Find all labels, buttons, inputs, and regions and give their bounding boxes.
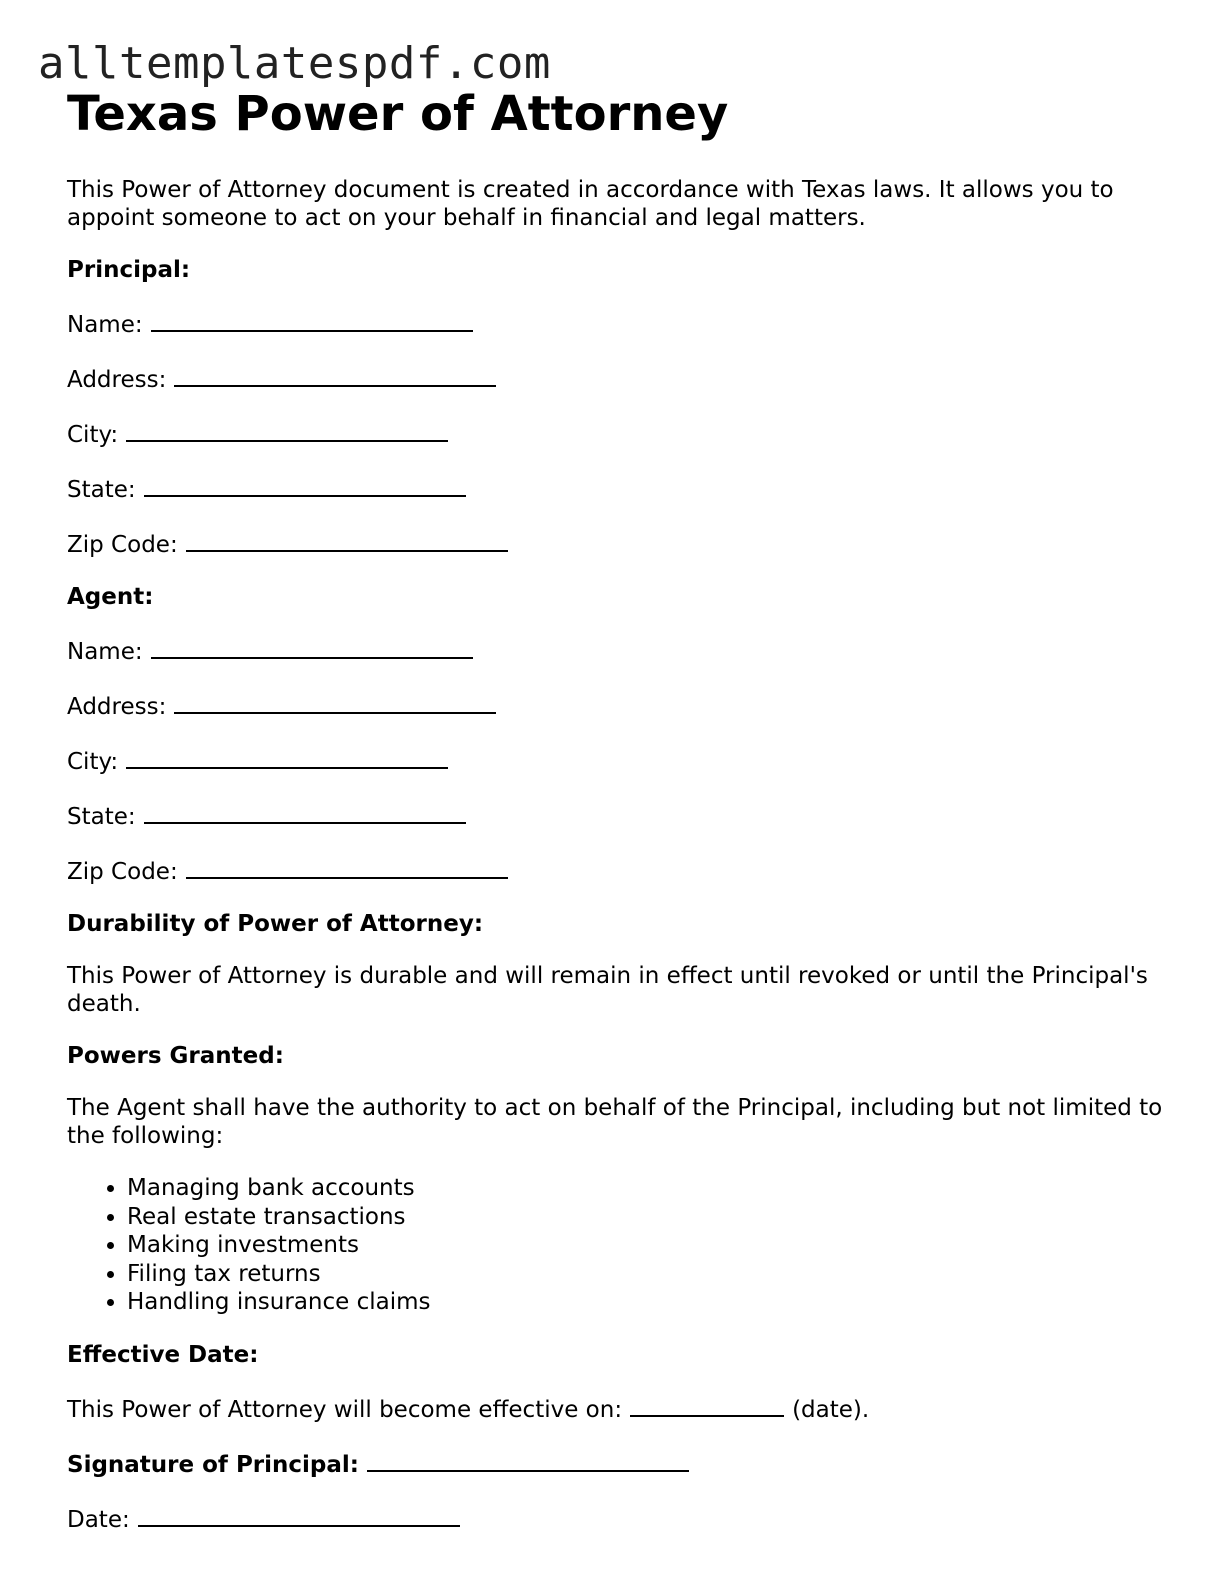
powers-paragraph: The Agent shall have the authority to act on behalf of the Principal, including but not limited to the following: <box>67 1095 1163 1149</box>
agent-state-field <box>67 800 1167 831</box>
agent-address-field <box>67 690 1167 721</box>
field-label: City: <box>67 749 119 775</box>
agent-state-blank[interactable] <box>144 800 466 824</box>
list-item: • Real estate transactions <box>127 1203 1167 1232</box>
signature-date-blank[interactable] <box>138 1503 460 1527</box>
principal-signature-blank[interactable] <box>367 1448 689 1472</box>
principal-address-blank[interactable] <box>174 363 496 387</box>
effective-date-heading: Effective Date: <box>67 1341 259 1368</box>
signature-date-field <box>67 1503 1167 1534</box>
field-label: Name: <box>67 312 143 338</box>
signature-label: Signature of Principal: <box>67 1451 359 1478</box>
powers-list <box>67 1174 1167 1317</box>
principal-city-field <box>67 418 1167 449</box>
watermark: alltemplatespdf.com <box>38 38 551 89</box>
document-title: Texas Power of Attorney <box>67 86 729 142</box>
principal-state-blank[interactable] <box>144 473 466 497</box>
field-label: State: <box>67 477 136 503</box>
field-label: Zip Code: <box>67 859 178 885</box>
agent-city-field <box>67 745 1167 776</box>
principal-address-field <box>67 363 1167 394</box>
agent-zip-field <box>67 855 1167 886</box>
principal-name-field <box>67 308 1167 339</box>
list-item: • Handling insurance claims <box>127 1288 1167 1317</box>
durability-paragraph: This Power of Attorney is durable and will remain in effect until revoked or until the Principal's death. <box>67 963 1148 1017</box>
field-label: Name: <box>67 639 143 665</box>
principal-signature-field <box>67 1448 1167 1479</box>
agent-address-blank[interactable] <box>174 690 496 714</box>
list-item: • Making investments <box>127 1231 1167 1260</box>
principal-heading: Principal: <box>67 257 191 283</box>
intro-paragraph: This Power of Attorney document is created in accordance with Texas laws. It allows you to appoint someone to act on your behalf in financial and legal matters. <box>67 177 1114 231</box>
principal-zip-blank[interactable] <box>186 528 508 552</box>
field-label: Address: <box>67 694 167 720</box>
field-label: State: <box>67 804 136 830</box>
field-label: Address: <box>67 367 167 393</box>
powers-heading: Powers Granted: <box>67 1043 284 1069</box>
agent-name-blank[interactable] <box>151 635 473 659</box>
principal-name-blank[interactable] <box>151 308 473 332</box>
agent-zip-blank[interactable] <box>186 855 508 879</box>
principal-zip-field <box>67 528 1167 559</box>
field-label: City: <box>67 422 119 448</box>
effective-date-text: This Power of Attorney will become effective on: <box>67 1396 623 1423</box>
effective-date-blank[interactable] <box>630 1393 784 1417</box>
principal-state-field <box>67 473 1167 504</box>
date-label: Date: <box>67 1506 130 1533</box>
agent-heading: Agent: <box>67 584 154 610</box>
agent-name-field <box>67 635 1167 666</box>
list-item: • Filing tax returns <box>127 1260 1167 1289</box>
principal-city-blank[interactable] <box>126 418 448 442</box>
list-item: • Managing bank accounts <box>127 1174 1167 1203</box>
effective-date-suffix: (date). <box>792 1396 870 1423</box>
effective-date-line <box>67 1393 1167 1424</box>
agent-city-blank[interactable] <box>126 745 448 769</box>
document-page <box>67 84 1167 1534</box>
field-label: Zip Code: <box>67 532 178 558</box>
durability-heading: Durability of Power of Attorney: <box>67 911 484 937</box>
